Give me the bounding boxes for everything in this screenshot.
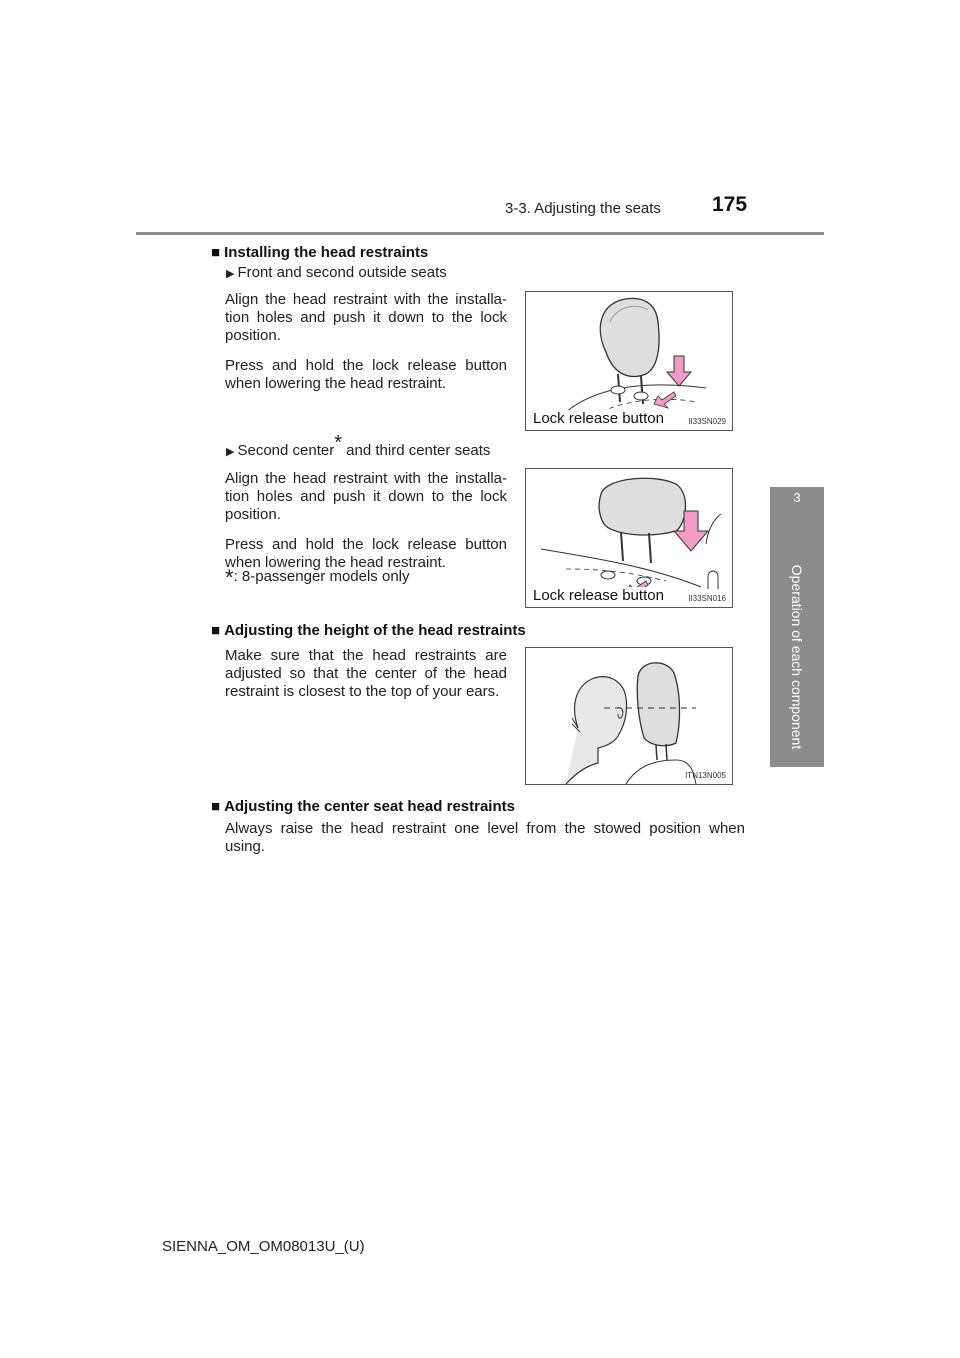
section-title: 3-3. Adjusting the seats <box>505 200 661 217</box>
center-sub-pre: Second center <box>237 442 335 459</box>
front-para-press: Press and hold the lock release button when lowering the head restraint. <box>225 357 507 392</box>
chapter-title: Operation of each component <box>789 564 805 750</box>
page-number: 175 <box>712 193 748 216</box>
height-illustration <box>526 648 732 784</box>
square-bullet-icon: ■ <box>211 622 221 639</box>
center-para-align: Align the head restraint with the installa-tion holes and push it down to the lock position. <box>225 470 507 523</box>
height-heading <box>211 622 526 639</box>
chapter-number: 3 <box>793 490 801 505</box>
center-sub-asterisk: * <box>334 432 342 454</box>
installing-heading-text: Installing the head restraints <box>224 244 429 261</box>
front-figure-code: II33SN029 <box>688 417 726 426</box>
height-heading-text: Adjusting the height of the head restraints <box>224 622 526 639</box>
front-seats-subheading-text: Front and second outside seats <box>237 264 447 281</box>
square-bullet-icon: ■ <box>211 798 221 815</box>
center-seat-heading <box>211 798 515 815</box>
center-seats-subheading <box>226 432 491 459</box>
center-seat-figure <box>525 468 733 608</box>
center-seat-heading-text: Adjusting the center seat head restraints <box>224 798 515 815</box>
triangle-bullet-icon: ▶ <box>226 446 235 458</box>
square-bullet-icon: ■ <box>211 244 221 261</box>
front-seats-subheading <box>226 264 447 281</box>
height-para: Make sure that the head restraints are adjusted so that the center of the head restraint is closest to the top of your ears. <box>225 647 507 700</box>
front-para-align: Align the head restraint with the installa-tion holes and push it down to the lock position. <box>225 291 507 344</box>
height-figure-code: ITN13N005 <box>685 771 726 780</box>
footer-doc-id: SIENNA_OM_OM08013U_(U) <box>162 1238 365 1255</box>
center-figure-code: II33SN016 <box>688 594 726 603</box>
height-instructions <box>225 647 507 713</box>
front-seat-figure <box>525 291 733 431</box>
center-para-press: Press and hold the lock release button when lowering the head restraint. <box>225 536 507 571</box>
passenger-note <box>225 565 410 591</box>
installing-heading <box>211 244 428 261</box>
center-lock-release-label: Lock release button <box>533 587 664 604</box>
note-asterisk: * <box>225 565 234 590</box>
note-text: : 8-passenger models only <box>233 568 410 585</box>
height-figure <box>525 647 733 785</box>
triangle-bullet-icon: ▶ <box>226 268 235 280</box>
center-seat-instructions: Always raise the head restraint one level from the stowed position when using. <box>225 820 745 855</box>
header-rule <box>136 232 824 235</box>
center-sub-post: and third center seats <box>342 442 491 459</box>
front-lock-release-label: Lock release button <box>533 410 664 427</box>
front-seats-instructions <box>225 291 507 405</box>
